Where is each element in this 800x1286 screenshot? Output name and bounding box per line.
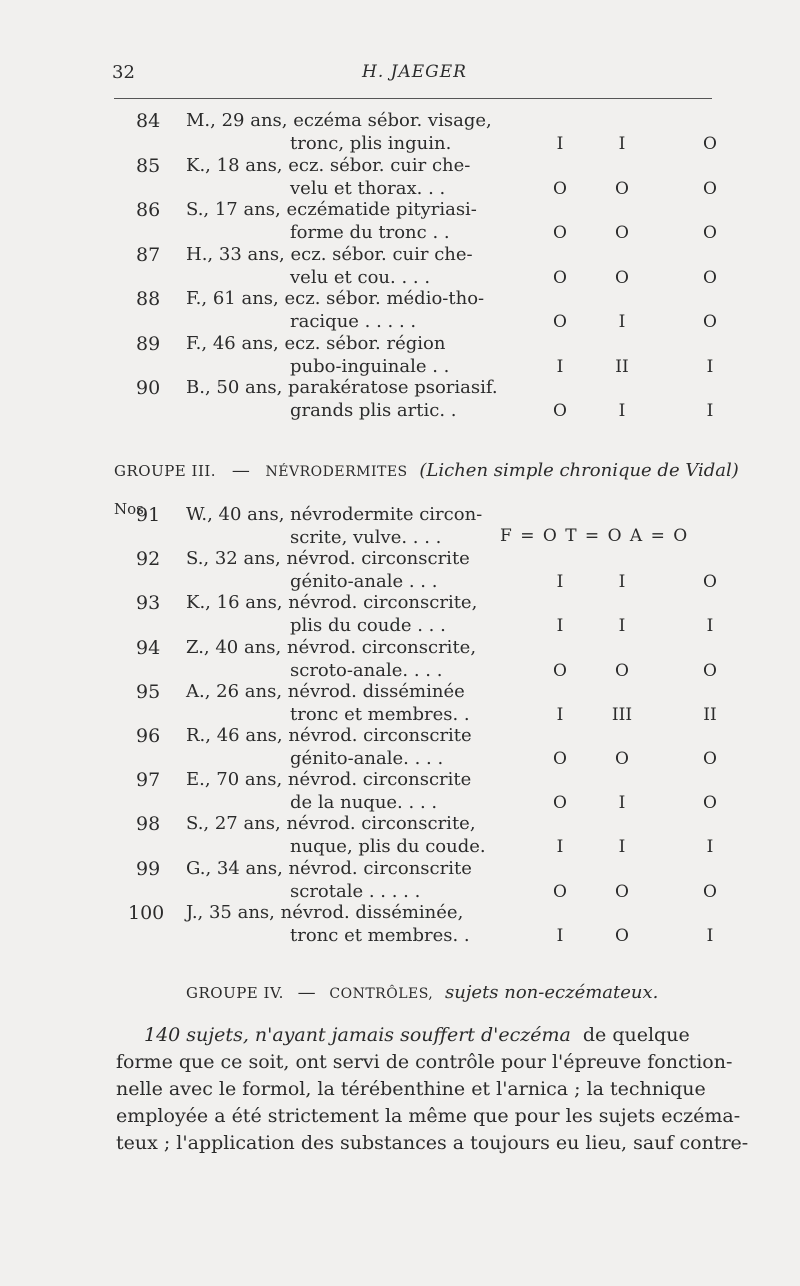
row-number: 99 [136, 857, 161, 880]
nos-label: Nos [114, 500, 144, 518]
group3-legend: F = O T = O A = O [500, 526, 688, 546]
col-a-value: II [703, 704, 717, 725]
row-description-line-2: grands plis artic. . [290, 400, 457, 421]
col-f-value: O [553, 881, 567, 902]
col-a-value: O [703, 793, 717, 814]
col-f-value: I [556, 616, 564, 637]
col-a-value: O [703, 178, 717, 199]
paragraph-line-1 [144, 1024, 690, 1046]
row-description-line-1: F., 61 ans, ecz. sébor. médio-tho- [186, 288, 485, 309]
row-number: 89 [136, 332, 161, 355]
row-number: 86 [136, 199, 161, 221]
paragraph-line-1-rest: de quelque [582, 1024, 690, 1046]
col-f-value: O [553, 223, 567, 243]
row-description-line-2: génito-anale. . . . [290, 748, 444, 769]
row-description-line-2: nuque, plis du coude. [290, 836, 486, 858]
col-a-value: I [706, 356, 714, 377]
row-description-line-1: M., 29 ans, eczéma sébor. visage, [186, 110, 492, 131]
paragraph-italic-lead: 140 sujets, n'ayant jamais souffert d'eczéma [144, 1024, 571, 1046]
row-description-line-2: scrotale . . . . . [290, 880, 421, 902]
row-description-line-2: velu et cou. . . . [290, 266, 431, 288]
row-description-line-1: E., 70 ans, névrod. circonscrite [186, 769, 472, 791]
row-description-line-2: génito-anale . . . [290, 571, 438, 593]
row-description-line-1: A., 26 ans, névrod. disséminée [186, 680, 465, 702]
col-a-value: O [703, 881, 717, 902]
col-f-value: O [553, 267, 567, 288]
row-number: 88 [136, 288, 161, 310]
col-a-value: O [703, 223, 717, 243]
col-a-value: I [706, 616, 714, 637]
row-description-line-1: K., 16 ans, névrod. circonscrite, [186, 592, 478, 614]
group4-label: GROUPE IV. [186, 984, 284, 1002]
row-description-line-1: S., 32 ans, névrod. circonscrite [186, 548, 470, 570]
col-f-value: O [553, 178, 567, 199]
group3-heading [114, 460, 739, 481]
col-t-value: I [618, 572, 626, 593]
paragraph-line-5: teux ; l'application des substances a toujours eu lieu, sauf contre- [116, 1132, 749, 1154]
row-description-line-1: Z., 40 ans, névrod. circonscrite, [186, 636, 477, 658]
row-number: 98 [136, 813, 161, 836]
group3-label: GROUPE III. [114, 462, 217, 480]
row-description-line-1: S., 17 ans, eczématide pityriasi- [186, 199, 477, 220]
row-description-line-2: scrite, vulve. . . . [290, 527, 442, 548]
row-description-line-2: tronc et membres. . [290, 924, 470, 946]
col-f-value: O [553, 401, 567, 421]
group4-dash: — [297, 982, 316, 1003]
col-t-value: O [615, 223, 629, 243]
col-f-value: O [553, 749, 567, 769]
row-description-line-1: R., 46 ans, névrod. circonscrite [186, 725, 472, 746]
row-description-line-2: plis du coude . . . [290, 615, 446, 637]
row-description-line-2: tronc et membres. . [290, 703, 470, 725]
row-number: 95 [136, 680, 161, 703]
row-number: 91 [136, 504, 161, 526]
col-t-value: O [615, 749, 629, 769]
row-description-line-2: pubo-inguinale . . [290, 355, 450, 377]
col-a-value: I [706, 837, 714, 858]
col-a-value: O [703, 660, 717, 681]
col-a-value: I [706, 401, 714, 421]
group4-name: CONTRÔLES, [329, 986, 434, 1002]
col-f-value: I [556, 704, 564, 725]
running-title: H. JAEGER [362, 62, 467, 82]
col-a-value: O [703, 749, 717, 769]
col-f-value: I [556, 134, 564, 154]
col-t-value: II [615, 356, 629, 377]
col-t-value: O [615, 925, 629, 946]
row-number: 85 [136, 154, 161, 177]
row-number: 87 [136, 243, 161, 266]
col-t-value: O [615, 881, 629, 902]
col-t-value: O [615, 267, 629, 288]
row-description-line-2: scroto-anale. . . . [290, 659, 443, 681]
row-description-line-1: K., 18 ans, ecz. sébor. cuir che- [186, 154, 471, 176]
row-number: 96 [136, 725, 161, 747]
row-number: 90 [136, 377, 161, 399]
col-f-value: O [553, 312, 567, 332]
row-description-line-2: racique . . . . . [290, 311, 417, 332]
group3-dash: — [231, 460, 250, 481]
row-number: 92 [136, 548, 161, 571]
header-rule [114, 98, 712, 99]
row-description-line-1: J., 35 ans, névrod. disséminée, [186, 901, 464, 923]
col-t-value: I [618, 793, 626, 814]
col-f-value: O [553, 660, 567, 681]
col-t-value: I [618, 401, 626, 421]
group3-subtitle: (Lichen simple chronique de Vidal) [419, 460, 739, 481]
col-f-value: I [556, 356, 564, 377]
col-f-value: O [553, 793, 567, 814]
col-f-value: I [556, 837, 564, 858]
col-a-value: O [703, 134, 717, 154]
col-a-value: I [706, 925, 714, 946]
row-number: 94 [136, 636, 161, 659]
row-description-line-1: H., 33 ans, ecz. sébor. cuir che- [186, 243, 473, 265]
row-description-line-1: B., 50 ans, parakératose psoriasif. [186, 377, 498, 398]
row-description-line-2: forme du tronc . . [290, 222, 450, 243]
row-number: 93 [136, 592, 161, 615]
col-t-value: O [615, 660, 629, 681]
row-description-line-2: velu et thorax. . . [290, 177, 446, 199]
row-description-line-1: F., 46 ans, ecz. sébor. région [186, 332, 446, 354]
paragraph-line-3: nelle avec le formol, la térébenthine et l'arnica ; la technique [116, 1078, 706, 1100]
col-t-value: I [618, 134, 626, 154]
col-a-value: O [703, 312, 717, 332]
row-number: 97 [136, 769, 161, 792]
col-a-value: O [703, 572, 717, 593]
row-description-line-2: tronc, plis inguin. [290, 133, 452, 154]
row-number: 84 [136, 110, 161, 132]
group4-subtitle: sujets non-eczémateux. [445, 982, 659, 1003]
row-description-line-2: de la nuque. . . . [290, 792, 438, 814]
row-description-line-1: G., 34 ans, névrod. circonscrite [186, 857, 472, 879]
paragraph-line-2: forme que ce soit, ont servi de contrôle pour l'épreuve fonction- [116, 1051, 733, 1073]
col-t-value: III [611, 704, 633, 725]
col-f-value: I [556, 925, 564, 946]
group4-heading [186, 982, 658, 1003]
col-a-value: O [703, 267, 717, 288]
paragraph-line-4: employée a été strictement la même que pour les sujets eczéma- [116, 1105, 741, 1127]
group3-name: NÉVRODERMITES [265, 464, 408, 480]
row-description-line-1: W., 40 ans, névrodermite circon- [186, 504, 483, 525]
col-f-value: I [556, 572, 564, 593]
page-number: 32 [112, 62, 135, 83]
row-description-line-1: S., 27 ans, névrod. circonscrite, [186, 813, 476, 835]
row-number: 100 [128, 901, 165, 924]
col-t-value: I [618, 616, 626, 637]
col-t-value: I [618, 837, 626, 858]
col-t-value: I [618, 312, 626, 332]
col-t-value: O [615, 178, 629, 199]
